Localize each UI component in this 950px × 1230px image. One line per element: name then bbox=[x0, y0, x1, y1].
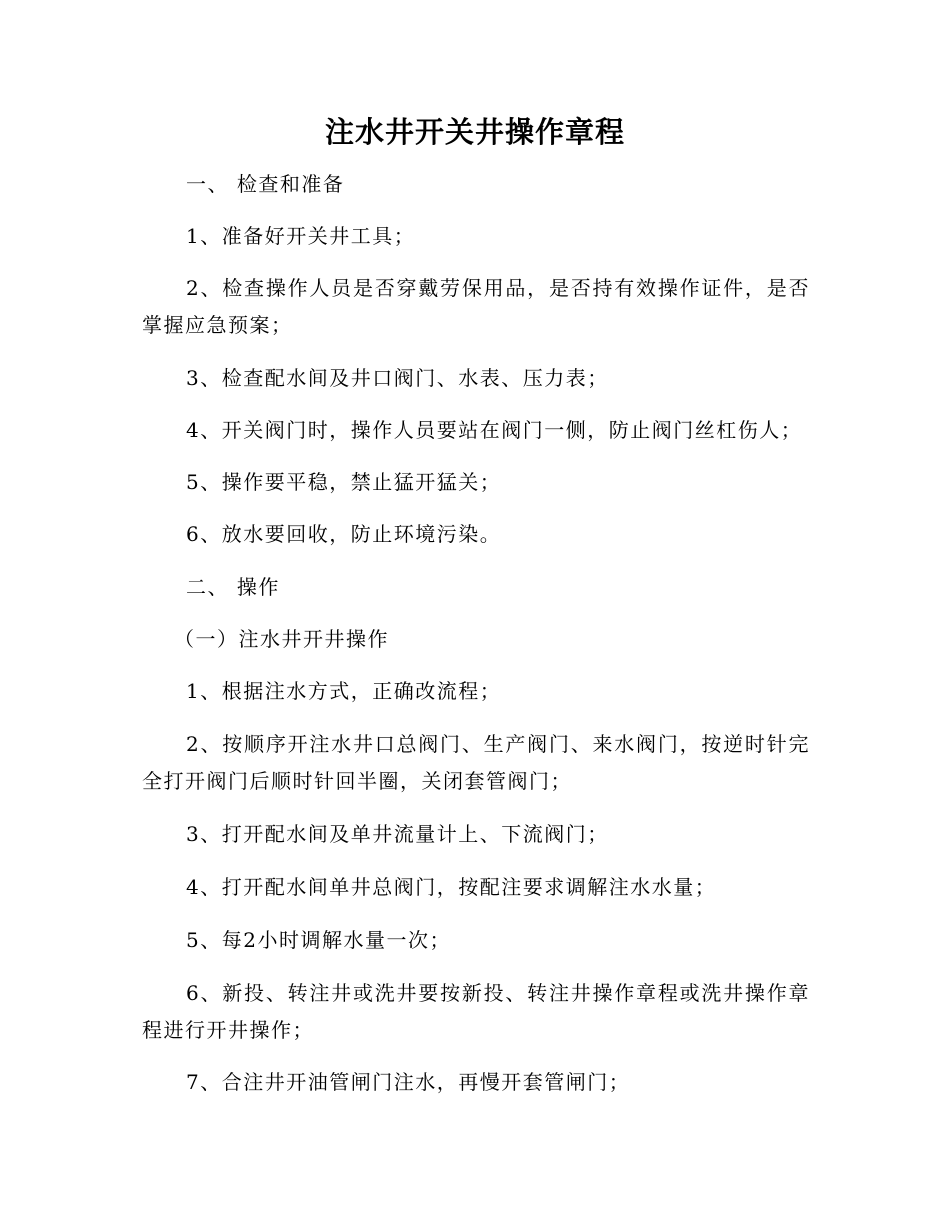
paragraph-item: 3、检查配水间及井口阀门、水表、压力表； bbox=[186, 366, 609, 390]
paragraph-item: 5、操作要平稳，禁止猛开猛关； bbox=[186, 470, 502, 494]
paragraph-item: 6、新投、转注井或洗井要按新投、转注井操作章程或洗井操作章程进行开井操作； bbox=[142, 981, 810, 1042]
paragraph-item: 6、放水要回收，防止环境污染。 bbox=[186, 522, 502, 546]
paragraph-item: 4、打开配水间单井总阀门，按配注要求调解注水水量； bbox=[186, 875, 717, 899]
paragraph-item: 2、检查操作人员是否穿戴劳保用品，是否持有效操作证件，是否掌握应急预案； bbox=[142, 276, 810, 337]
paragraph-item: 1、准备好开关井工具； bbox=[186, 224, 416, 248]
section-heading-operation: 二、 操作 bbox=[186, 575, 280, 599]
paragraph-item: 4、开关阀门时，操作人员要站在阀门一侧，防止阀门丝杠伤人； bbox=[186, 418, 803, 442]
paragraph-item: 1、根据注水方式，正确改流程； bbox=[186, 679, 502, 703]
paragraph-item: 7、合注井开油管闸门注水，再慢开套管闸门； bbox=[186, 1070, 631, 1094]
paragraph-item: 3、打开配水间及单井流量计上、下流阀门； bbox=[186, 822, 609, 846]
paragraph-item: 5、每2小时调解水量一次； bbox=[186, 928, 451, 952]
section-heading-check-prepare: 一、 检查和准备 bbox=[186, 172, 345, 196]
document-title: 注水井开关井操作章程 bbox=[324, 115, 625, 149]
subsection-heading-open-well: （一）注水井开井操作 bbox=[174, 627, 389, 651]
paragraph-item: 2、按顺序开注水井口总阀门、生产阀门、来水阀门，按逆时针完全打开阀门后顺时针回半圈，关闭套管阀门； bbox=[142, 732, 810, 793]
